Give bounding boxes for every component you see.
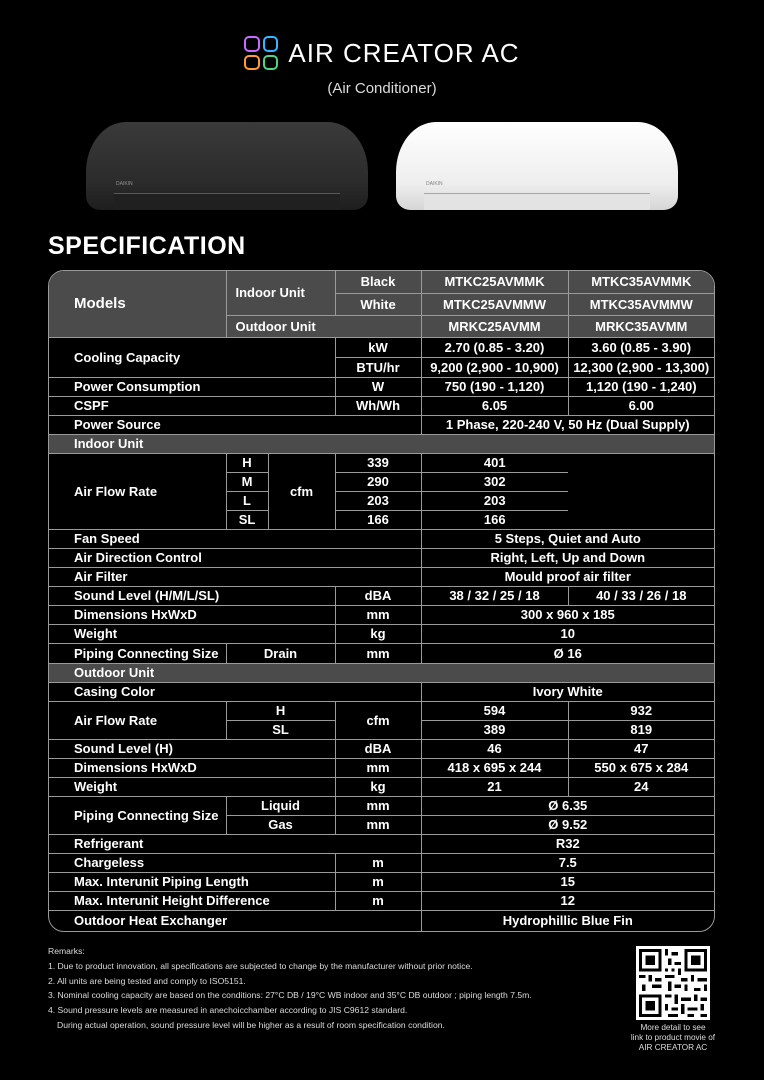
value-cell: 594 (421, 701, 568, 720)
brand-logo-icon (244, 36, 278, 70)
unit-cell: cfm (268, 453, 335, 529)
table-row (49, 701, 714, 720)
unit-cell: kg (335, 624, 421, 643)
row-label: Weight (49, 777, 335, 796)
row-label: CSPF (49, 396, 335, 415)
qr-caption-line: AIR CREATOR AC (638, 1043, 708, 1052)
value-cell: Hydrophillic Blue Fin (421, 910, 714, 931)
value-cell: 203 (335, 491, 421, 510)
remark-item: 3. Nominal cooling capacity are based on the conditions: 27°C DB / 19°C WB indoor and 35°C DB outdoor ; piping length 7.5m. (48, 990, 532, 1001)
value-cell: 21 (421, 777, 568, 796)
row-label: Air Flow Rate (49, 701, 226, 739)
value-cell: 302 (421, 472, 568, 491)
qr-caption (614, 1023, 732, 1053)
row-label: Air Direction Control (49, 548, 421, 567)
unit-cell: W (335, 377, 421, 396)
value-cell: 7.5 (421, 853, 714, 872)
models-label: Models (49, 271, 226, 337)
table-row (49, 586, 714, 605)
qr-code-icon[interactable] (636, 946, 710, 1020)
unit-cell: kW (335, 337, 421, 357)
sub-label: Gas (226, 815, 335, 834)
subtitle: (Air Conditioner) (327, 80, 437, 97)
value-cell: 1,120 (190 - 1,240) (568, 377, 714, 396)
value-cell: 40 / 33 / 26 / 18 (568, 586, 714, 605)
section-label: Indoor Unit (49, 434, 714, 453)
table-row (49, 415, 714, 434)
value-cell: Ø 16 (421, 643, 714, 663)
brand-title: AIR CREATOR AC (288, 37, 520, 68)
qr-code-graphic (639, 949, 707, 1017)
spec-table (48, 270, 715, 932)
model-cell: MRKC25AVMM (421, 315, 568, 337)
table-row (49, 777, 714, 796)
brand (0, 36, 764, 70)
value-cell: Ivory White (421, 682, 714, 701)
value-cell: 10 (421, 624, 714, 643)
value-cell: 339 (335, 453, 421, 472)
value-cell: 5 Steps, Quiet and Auto (421, 529, 714, 548)
value-cell: 3.60 (0.85 - 3.90) (568, 337, 714, 357)
table-row (49, 643, 714, 663)
unit-cell: mm (335, 796, 421, 815)
header (0, 36, 764, 97)
outdoor-unit-label: Outdoor Unit (226, 315, 421, 337)
row-label: Piping Connecting Size (49, 796, 226, 834)
row-label: Piping Connecting Size (49, 643, 226, 663)
row-label: Air Flow Rate (49, 453, 226, 529)
row-label: Sound Level (H) (49, 739, 335, 758)
row-label: Max. Interunit Height Difference (49, 891, 335, 910)
table-row (49, 796, 714, 815)
model-cell: MTKC35AVMMK (568, 271, 714, 293)
row-label: Outdoor Heat Exchanger (49, 910, 421, 931)
qr-caption-line: link to product movie of (630, 1033, 716, 1042)
unit-cell: Wh/Wh (335, 396, 421, 415)
value-cell: Mould proof air filter (421, 567, 714, 586)
table-row (49, 396, 714, 415)
value-cell: 932 (568, 701, 714, 720)
unit-cell: dBA (335, 739, 421, 758)
table-row (49, 853, 714, 872)
sub-label: L (226, 491, 268, 510)
value-cell: 550 x 675 x 284 (568, 758, 714, 777)
outdoor-section-header (49, 663, 714, 682)
value-cell: 6.05 (421, 396, 568, 415)
row-label: Power Source (49, 415, 421, 434)
value-cell: 12,300 (2,900 - 13,300) (568, 357, 714, 377)
value-cell: 12 (421, 891, 714, 910)
table-row (49, 739, 714, 758)
table-row (49, 872, 714, 891)
row-label: Fan Speed (49, 529, 421, 548)
row-label: Weight (49, 624, 335, 643)
unit-cell: mm (335, 605, 421, 624)
unit-cell: mm (335, 815, 421, 834)
remark-item: 1. Due to product innovation, all specifications are subjected to change by the manufacturer without prior notice. (48, 960, 473, 971)
unit-cell: m (335, 853, 421, 872)
model-cell: MRKC35AVMM (568, 315, 714, 337)
sub-label: SL (226, 510, 268, 529)
remark-item: 2. All units are being tested and comply to ISO5151. (48, 975, 246, 986)
value-cell: 418 x 695 x 244 (421, 758, 568, 777)
value-cell: 6.00 (568, 396, 714, 415)
sub-label: H (226, 453, 268, 472)
qr-caption-line: More detail to see (640, 1023, 706, 1032)
white-indoor-unit-image (396, 122, 678, 210)
value-cell: 2.70 (0.85 - 3.20) (421, 337, 568, 357)
model-cell: MTKC35AVMMW (568, 293, 714, 315)
table-row (49, 624, 714, 643)
row-label: Max. Interunit Piping Length (49, 872, 335, 891)
section-label: Outdoor Unit (49, 663, 714, 682)
black-indoor-unit-image (86, 122, 368, 210)
model-cell: MTKC25AVMMW (421, 293, 568, 315)
white-unit-brand: DAIKIN (426, 181, 443, 187)
white-unit-vent (424, 193, 650, 210)
sub-label: M (226, 472, 268, 491)
indoor-unit-label: Indoor Unit (226, 271, 335, 315)
table-row (49, 834, 714, 853)
row-label: Dimensions HxWxD (49, 605, 335, 624)
unit-cell: cfm (335, 701, 421, 739)
table-row (49, 605, 714, 624)
row-label: Power Consumption (49, 377, 335, 396)
value-cell: 300 x 960 x 185 (421, 605, 714, 624)
table-row (49, 529, 714, 548)
spec-title: SPECIFICATION (48, 232, 246, 260)
row-label: Sound Level (H/M/L/SL) (49, 586, 335, 605)
black-label: Black (335, 271, 421, 293)
value-cell: 166 (335, 510, 421, 529)
table-row (49, 891, 714, 910)
table-row (49, 337, 714, 357)
unit-cell: dBA (335, 586, 421, 605)
table-row (49, 682, 714, 701)
value-cell: 1 Phase, 220-240 V, 50 Hz (Dual Supply) (421, 415, 714, 434)
value-cell: 9,200 (2,900 - 10,900) (421, 357, 568, 377)
value-cell: 46 (421, 739, 568, 758)
value-cell: R32 (421, 834, 714, 853)
table-row (49, 548, 714, 567)
row-label: Air Filter (49, 567, 421, 586)
row-label: Chargeless (49, 853, 335, 872)
model-cell: MTKC25AVMMK (421, 271, 568, 293)
unit-cell: m (335, 891, 421, 910)
unit-cell: kg (335, 777, 421, 796)
black-unit-brand: DAIKIN (116, 181, 133, 187)
value-cell: 290 (335, 472, 421, 491)
value-cell: 819 (568, 720, 714, 739)
value-cell: 47 (568, 739, 714, 758)
unit-cell: BTU/hr (335, 357, 421, 377)
value-cell: 750 (190 - 1,120) (421, 377, 568, 396)
value-cell: 401 (421, 453, 568, 472)
unit-cell: mm (335, 758, 421, 777)
value-cell: Ø 9.52 (421, 815, 714, 834)
value-cell: 38 / 32 / 25 / 18 (421, 586, 568, 605)
value-cell: 203 (421, 491, 568, 510)
value-cell: 24 (568, 777, 714, 796)
black-unit-vent (114, 193, 340, 210)
remark-item: During actual operation, sound pressure level will be higher as a result of room specification condition. (57, 1019, 445, 1030)
table-row (49, 758, 714, 777)
value-cell: 15 (421, 872, 714, 891)
white-label: White (335, 293, 421, 315)
row-label: Cooling Capacity (49, 337, 335, 377)
value-cell: 389 (421, 720, 568, 739)
indoor-section-header (49, 434, 714, 453)
remark-item: 4. Sound pressure levels are measured in anechoicchamber according to JIS C9612 standard. (48, 1005, 408, 1016)
row-label: Casing Color (49, 682, 421, 701)
table-row (49, 377, 714, 396)
unit-cell: m (335, 872, 421, 891)
sub-label: Drain (226, 643, 335, 663)
row-label: Refrigerant (49, 834, 421, 853)
unit-cell: mm (335, 643, 421, 663)
value-cell: 166 (421, 510, 568, 529)
remarks (48, 944, 608, 1033)
table-row (49, 567, 714, 586)
table-row (49, 271, 714, 293)
remarks-title: Remarks: (48, 946, 85, 956)
sub-label: Liquid (226, 796, 335, 815)
sub-label: H (226, 701, 335, 720)
value-cell: Ø 6.35 (421, 796, 714, 815)
value-cell: Right, Left, Up and Down (421, 548, 714, 567)
row-label: Dimensions HxWxD (49, 758, 335, 777)
sub-label: SL (226, 720, 335, 739)
table-row (49, 453, 714, 472)
table-row (49, 910, 714, 931)
